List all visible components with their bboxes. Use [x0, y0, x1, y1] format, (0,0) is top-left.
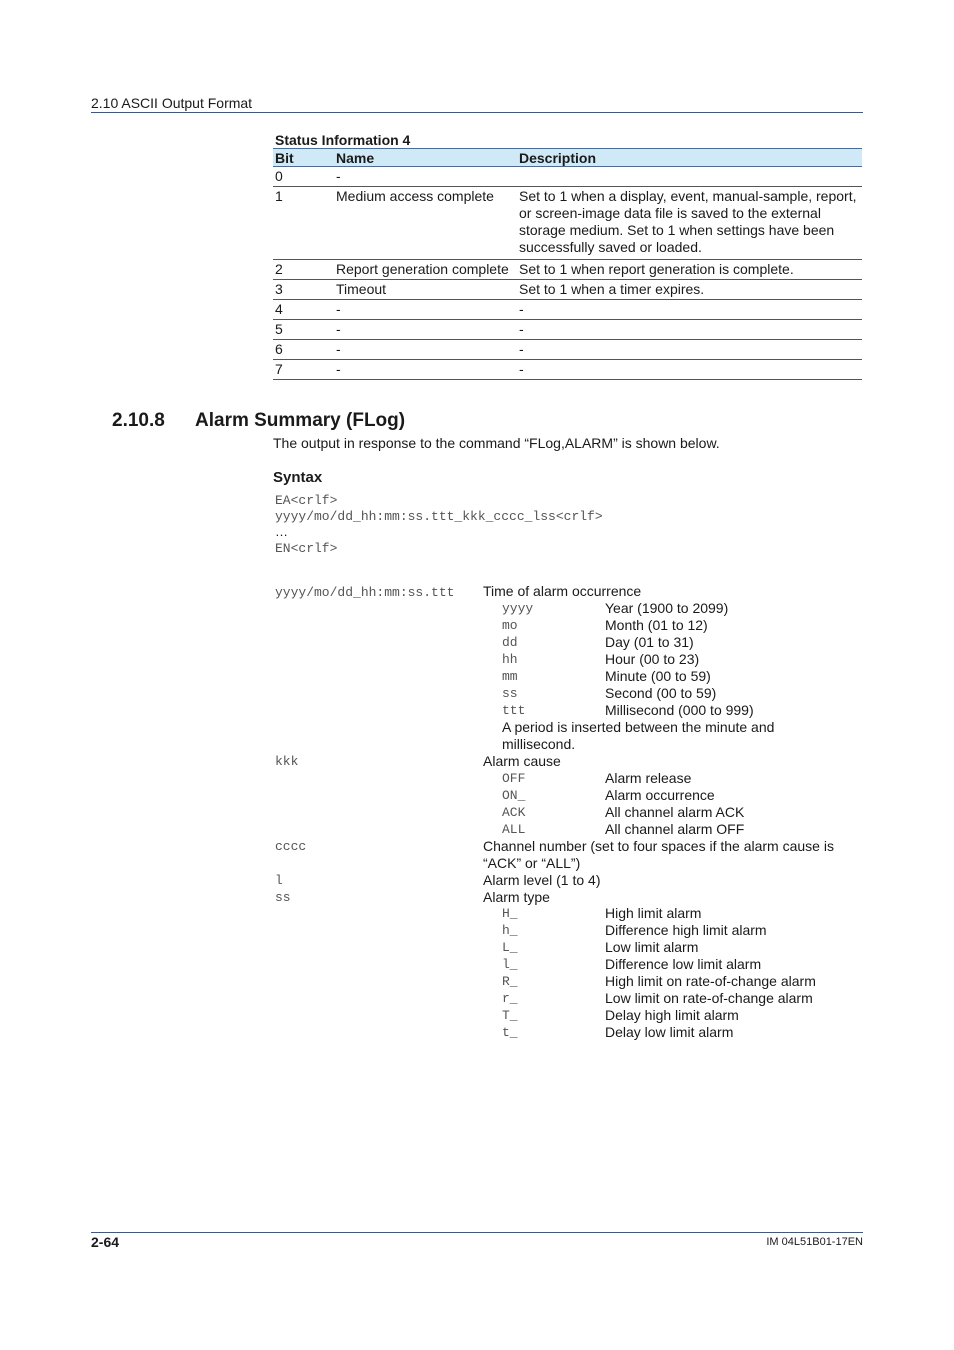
cell-bit: 3 [273, 280, 334, 300]
sub-desc: High limit alarm [605, 905, 702, 921]
cell-description: - [517, 320, 862, 340]
table-row [273, 360, 862, 380]
sub-code: ttt [502, 703, 526, 718]
sub-code: r_ [502, 991, 518, 1006]
syntax-heading: Syntax [273, 469, 323, 486]
sub-code: ss [502, 686, 518, 701]
column-header-description: Description [517, 149, 862, 167]
syntax-line: EA<crlf> [275, 493, 338, 508]
sub-desc: Delay low limit alarm [605, 1024, 734, 1040]
sub-desc: All channel alarm OFF [605, 821, 745, 837]
syntax-line: yyyy/mo/dd_hh:mm:ss.ttt_kkk_cccc_lss<crlf> [275, 509, 603, 524]
sub-code: T_ [502, 1008, 518, 1023]
cell-description [517, 167, 862, 187]
running-header: 2.10 ASCII Output Format [91, 95, 253, 111]
sub-desc: Month (01 to 12) [605, 617, 708, 633]
cell-name: - [334, 320, 517, 340]
cell-description: Set to 1 when report generation is complete. [517, 260, 862, 280]
sub-code: ALL [502, 822, 526, 837]
column-header-bit: Bit [273, 149, 334, 167]
status-table-wrap [273, 148, 862, 380]
sub-code: ON_ [502, 788, 526, 803]
sub-code: l_ [502, 957, 518, 972]
column-header-name: Name [334, 149, 517, 167]
cell-name: - [334, 340, 517, 360]
field-desc-ss: Alarm type [483, 889, 550, 905]
field-desc-kkk: Alarm cause [483, 753, 561, 769]
sub-desc: Year (1900 to 2099) [605, 600, 729, 616]
sub-desc: Day (01 to 31) [605, 634, 694, 650]
cell-name: Report generation complete [334, 260, 517, 280]
cell-name: Medium access complete [334, 187, 517, 260]
table-caption: Status Information 4 [275, 132, 411, 148]
cell-bit: 2 [273, 260, 334, 280]
sub-code: R_ [502, 974, 518, 989]
cell-description: - [517, 360, 862, 380]
sub-desc: Hour (00 to 23) [605, 651, 700, 667]
cell-description: - [517, 300, 862, 320]
cell-name: Timeout [334, 280, 517, 300]
field-label-ss: ss [275, 890, 291, 905]
field-desc-cccc: Channel number (set to four spaces if the alarm cause is “ACK” or “ALL”) [483, 838, 834, 871]
table-row [273, 340, 862, 360]
sub-code: L_ [502, 940, 518, 955]
time-note: A period is inserted between the minute and millisecond. [502, 719, 775, 752]
section-number: 2.10.8 [112, 410, 165, 431]
cell-bit: 7 [273, 360, 334, 380]
syntax-line: EN<crlf> [275, 541, 338, 556]
cell-bit: 5 [273, 320, 334, 340]
cell-bit: 0 [273, 167, 334, 187]
sub-desc: All channel alarm ACK [605, 804, 745, 820]
header-rule [91, 112, 863, 113]
section-intro: The output in response to the command “FLog,ALARM” is shown below. [273, 435, 720, 451]
sub-code: dd [502, 635, 518, 650]
document-id: IM 04L51B01-17EN [766, 1236, 863, 1248]
field-desc-time: Time of alarm occurrence [483, 583, 642, 599]
sub-code: OFF [502, 771, 526, 786]
field-label-l: l [275, 873, 283, 888]
table-row [273, 187, 862, 260]
sub-desc: Difference high limit alarm [605, 922, 767, 938]
table-row [273, 320, 862, 340]
cell-description: Set to 1 when a display, event, manual-sample, report, or screen-image data file is saved to the external storage medium. Set to 1 when settings have been successfully saved or loaded. [517, 187, 862, 260]
page-number: 2-64 [91, 1234, 120, 1250]
sub-desc: Millisecond (000 to 999) [605, 702, 754, 718]
sub-desc: High limit on rate-of-change alarm [605, 973, 816, 989]
sub-code: mm [502, 669, 518, 684]
sub-desc: Second (00 to 59) [605, 685, 717, 701]
cell-name: - [334, 167, 517, 187]
sub-desc: Low limit on rate-of-change alarm [605, 990, 813, 1006]
status-table [273, 148, 862, 380]
sub-desc: Delay high limit alarm [605, 1007, 739, 1023]
section-title: Alarm Summary (FLog) [195, 410, 406, 431]
cell-name: - [334, 360, 517, 380]
sub-desc: Alarm release [605, 770, 692, 786]
field-desc-l: Alarm level (1 to 4) [483, 872, 601, 888]
table-row [273, 280, 862, 300]
cell-bit: 4 [273, 300, 334, 320]
sub-code: H_ [502, 906, 518, 921]
syntax-ellipsis: … [275, 524, 288, 539]
table-row [273, 260, 862, 280]
cell-name: - [334, 300, 517, 320]
sub-code: hh [502, 652, 518, 667]
sub-desc: Low limit alarm [605, 939, 699, 955]
footer-rule [91, 1232, 863, 1233]
sub-desc: Minute (00 to 59) [605, 668, 711, 684]
cell-description: - [517, 340, 862, 360]
sub-code: yyyy [502, 601, 534, 616]
sub-code: mo [502, 618, 518, 633]
sub-code: t_ [502, 1025, 518, 1040]
table-header-row [273, 149, 862, 167]
cell-description: Set to 1 when a timer expires. [517, 280, 862, 300]
table-row [273, 167, 862, 187]
sub-desc: Alarm occurrence [605, 787, 715, 803]
cell-bit: 6 [273, 340, 334, 360]
field-label-kkk: kkk [275, 754, 299, 769]
sub-code: ACK [502, 805, 526, 820]
field-label-time: yyyy/mo/dd_hh:mm:ss.ttt [275, 585, 455, 600]
sub-desc: Difference low limit alarm [605, 956, 762, 972]
cell-bit: 1 [273, 187, 334, 260]
sub-code: h_ [502, 923, 518, 938]
table-row [273, 300, 862, 320]
field-label-cccc: cccc [275, 839, 307, 854]
